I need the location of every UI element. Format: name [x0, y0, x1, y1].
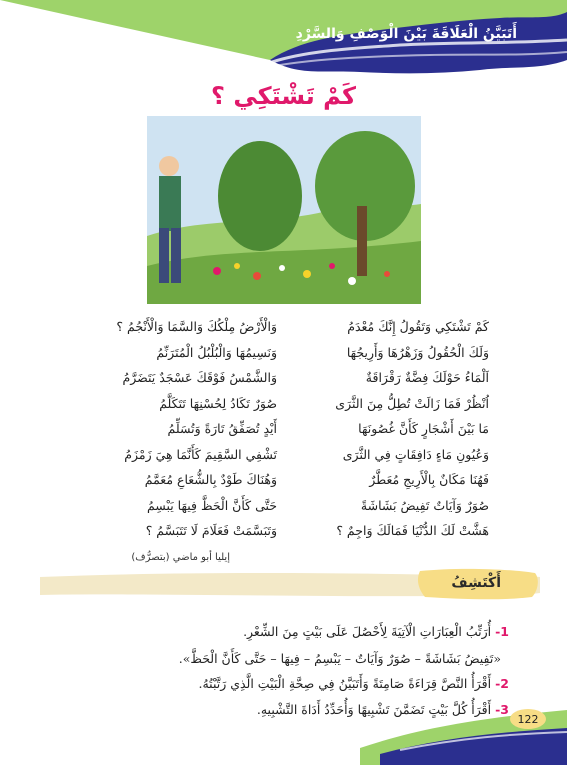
footer-swoosh	[0, 688, 567, 765]
poem-line: اَلْمَاءُ حَوْلَكَ فِضَّةٌ رَقْرَاقَةٌ	[365, 370, 489, 385]
discover-label: أَكْتَشِفُ	[451, 575, 501, 591]
page-number: 122	[517, 713, 539, 726]
poem-line: أَيْدٍ تُصَفِّقُ تَارَةً وَتُسَلِّمُ	[167, 421, 277, 436]
poem-line: فَهُنَا مَكَانٌ بِالْأَرِيجِ مُعَطَّرٌ	[369, 472, 489, 487]
poem-left-column	[57, 314, 277, 544]
poem-line: وَلَكَ الْحُقُولُ وَزَهْرُهَا وَأَرِيجُهَا	[346, 344, 489, 360]
bush-left	[218, 141, 302, 251]
poem-line: وَعُيُونِ مَاءٍ دَافِقَاتٍ فِي الثَّرَى	[342, 446, 489, 462]
poem-line: اُنْظُرْ فَمَا زَالَتْ تُطِلُّ مِنَ الثَّرَى	[335, 395, 489, 411]
question-text: أَقْرَأُ كُلَّ بَيْتٍ تَضَمَّنَ تَشْبِيهًا وَأُحَدِّدُ أَدَاةَ التَّشْبِيهِ.	[256, 702, 492, 717]
poem-line: صُوَرٌ وَآيَاتٌ تَفِيضُ بَشَاشَةً	[360, 497, 489, 513]
question-number: 3-	[495, 702, 509, 717]
question-1	[243, 624, 509, 639]
poem-line: وَهُنَاكَ طَوْدٌ بِالشُّعَاعِ مُعَمَّمُ	[144, 472, 277, 487]
poem-line: تَشْفِي السَّقِيمَ كَأَنَّمَا هِيَ زَمْزَمُ	[124, 446, 277, 462]
poem-line: حَتَّى كَأَنَّ الْحَظَّ فِيهَا يَبْسِمُ	[146, 497, 277, 513]
question-text: أَقْرَأُ النَّصَّ قِرَاءَةً صَامِتَةً وَأَتَبَيَّنُ فِي صِحَّةِ الْبَيْتِ الَّذِي رَتَّبْتُهُ.	[198, 676, 492, 691]
poem-line: وَتَبَسَّمَتْ فَعَلَامَ لَا تَتَبَسَّمُ ؟	[145, 523, 277, 538]
poem-line: وَالشَّمْسُ فَوْقَكَ عَسْجَدٌ يَتَضَرَّمُ	[122, 370, 277, 385]
question-number: 2-	[495, 676, 509, 691]
poem-right-column	[289, 314, 489, 544]
poem-title: كَمْ تَشْتَكِي ؟	[211, 82, 356, 110]
person	[159, 176, 181, 231]
question-1-words	[179, 651, 501, 666]
poem-author: إيليا أبو ماضي (بتصرُّف)	[131, 552, 230, 563]
question-text: أُرَتِّبُ الْعِبَارَاتِ الْآتِيَةَ لِأَحْصُلَ عَلَى بَيْتٍ مِنَ الشِّعْرِ.	[243, 624, 492, 639]
poem-line: وَالْأَرْضُ مِلْكُكَ وَالسَّمَا وَالْأَنْجُمُ ؟	[116, 319, 277, 334]
poem-line: مَا بَيْنَ أَشْجَارٍ كَأَنَّ غُصُونَهَا	[358, 421, 489, 436]
poem-line: وَنَسِيمُهَا وَالْبُلْبُلُ الْمُتَرَنِّمُ	[156, 344, 277, 360]
poem-line: هَشَّتْ لَكَ الدُّنْيَا فَمَالَكَ وَاجِمٌ ؟	[336, 523, 489, 538]
poem-line: صُوَرٌ تَكَادُ لِحُسْنِهَا تَتَكَلَّمُ	[159, 395, 277, 411]
poem-line: كَمْ تَشْتَكِي وَتَقُولُ إِنَّكَ مُعْدَمُ	[347, 319, 489, 334]
question-text: «تَفِيضُ بَشَاشَةً – صُوَرٌ وَآيَاتٌ – يَبْسِمُ – فِيهَا – حَتَّى كَأَنَّ الْحَظَّ».	[178, 651, 501, 666]
section-title: أَتَبَيَّنُ الْعَلَاقَةَ بَيْنَ الْوَصْفِ وَالسَّرْدِ	[295, 26, 517, 42]
question-number: 1-	[495, 624, 509, 639]
poem-illustration	[147, 116, 421, 304]
